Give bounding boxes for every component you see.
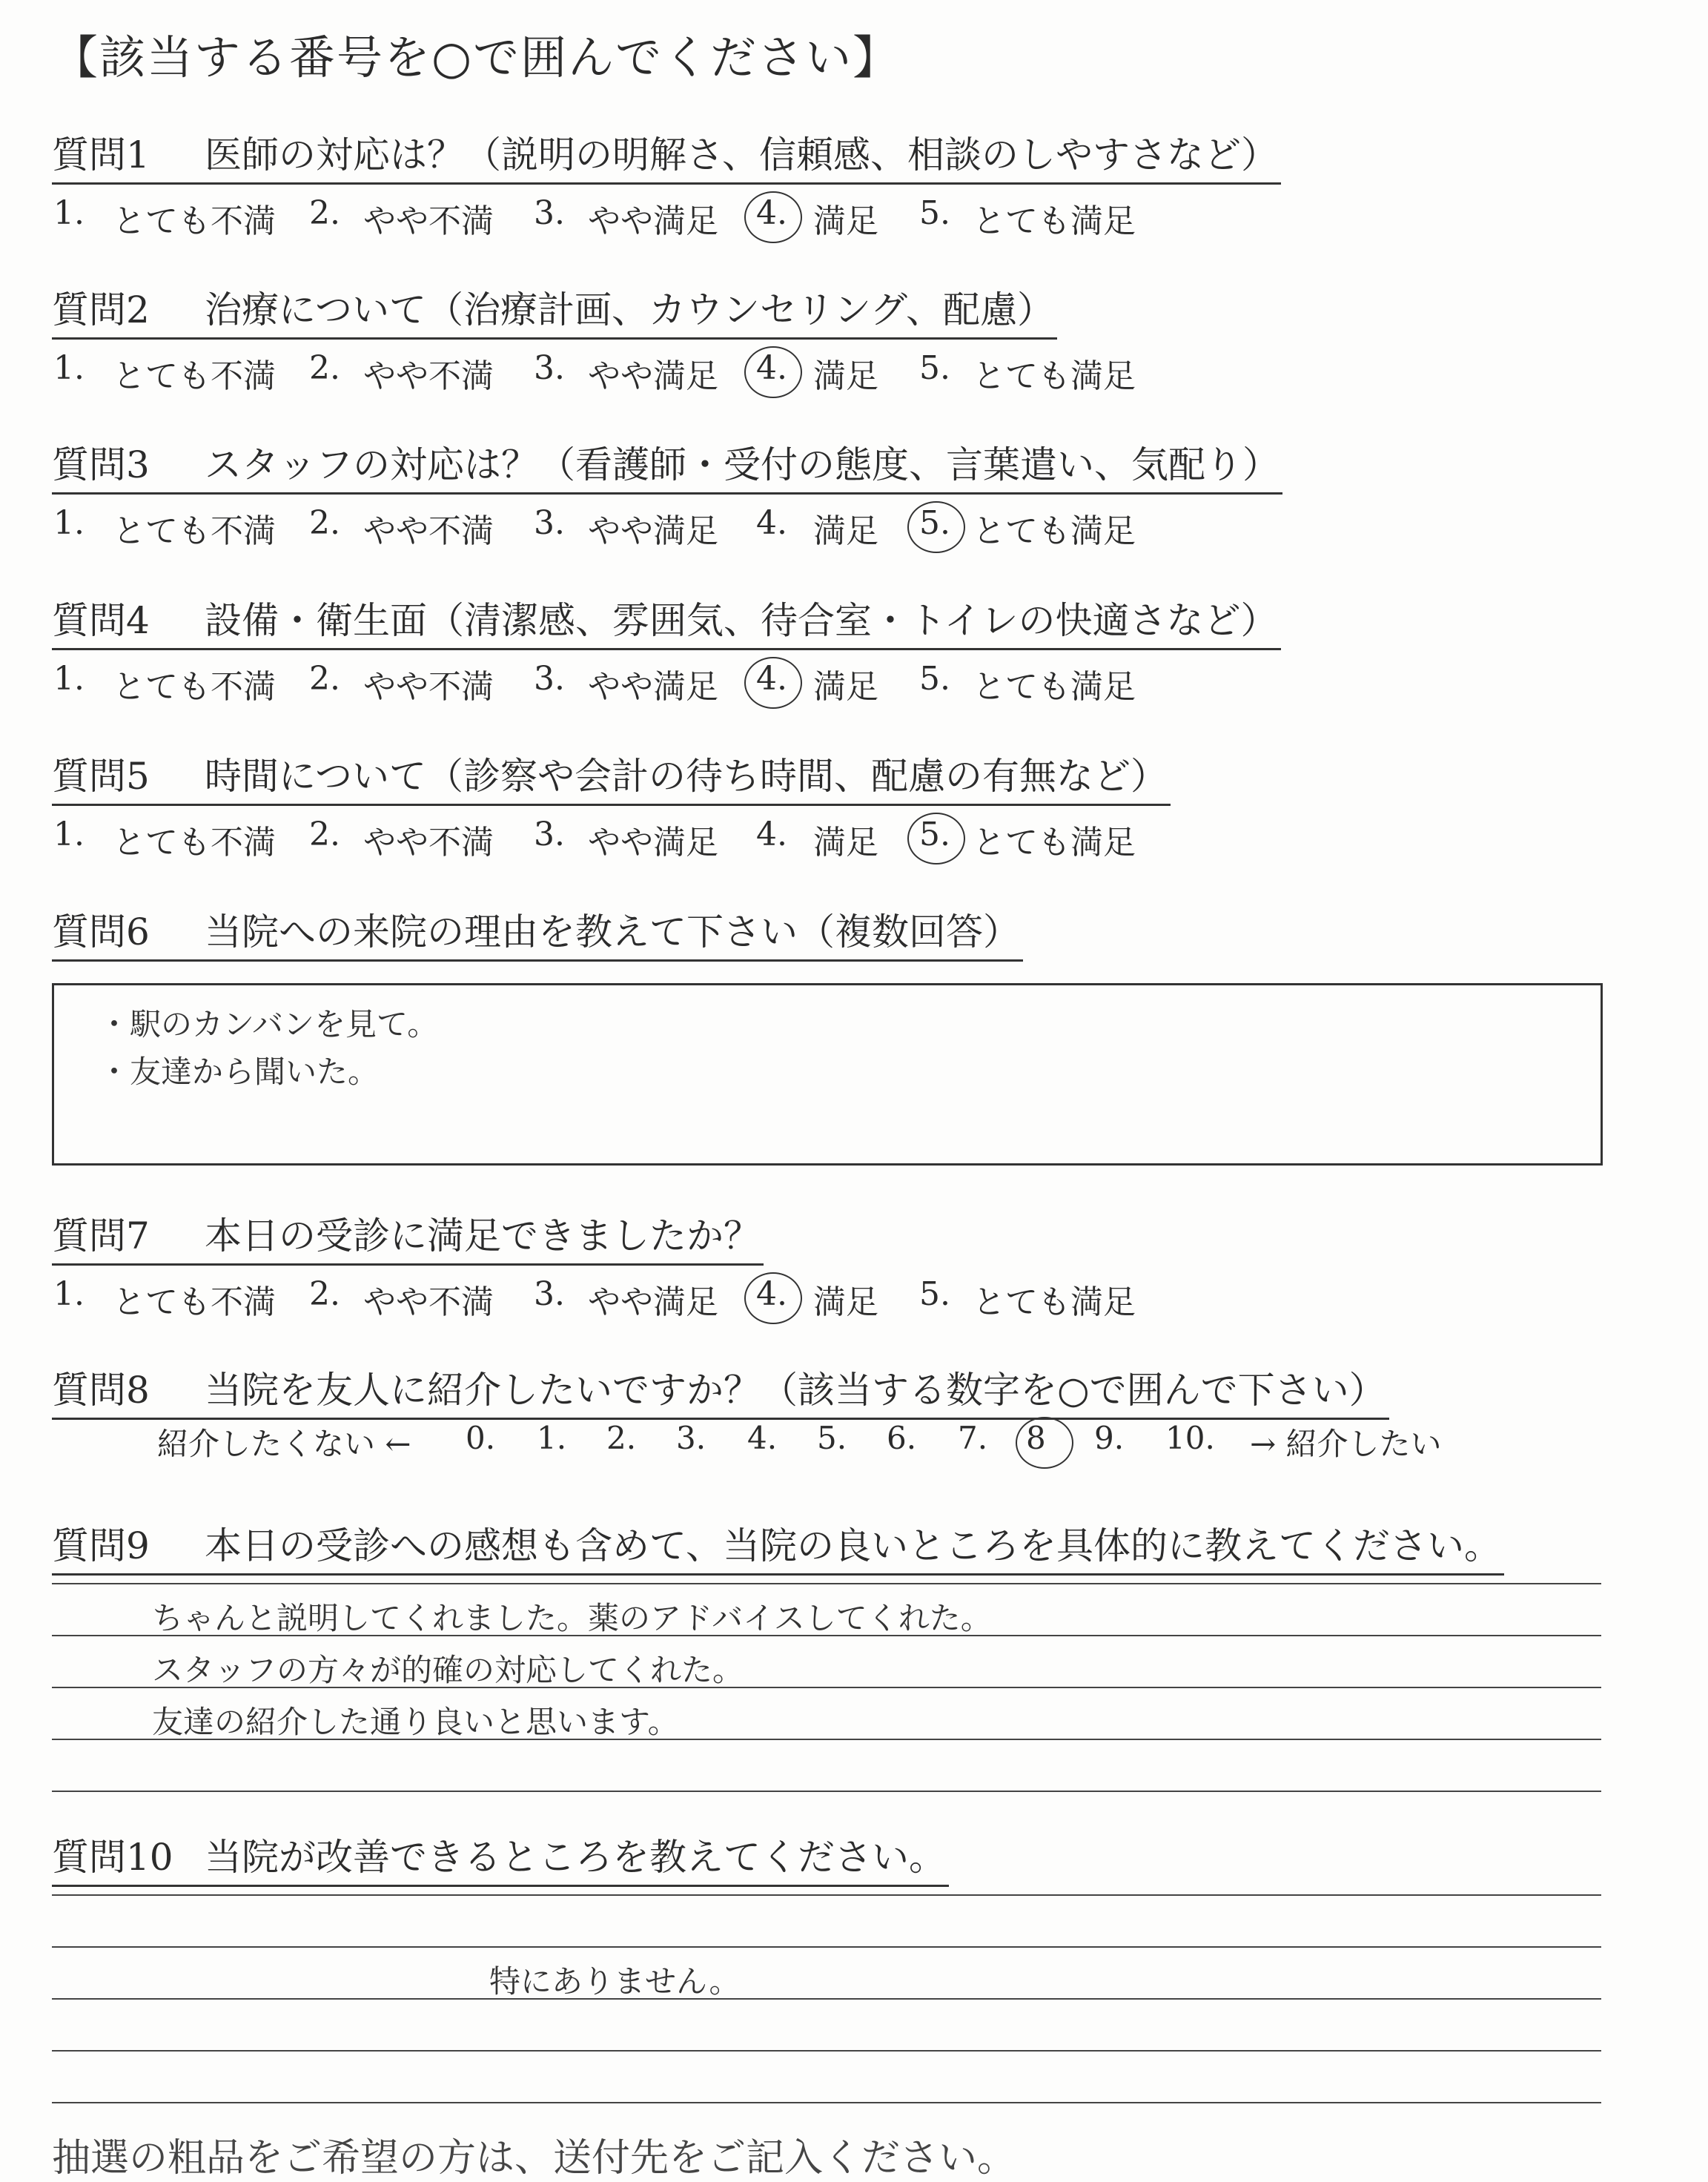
rating-label: 満足 [813,1283,878,1321]
rating-number[interactable]: 4. [756,194,787,232]
question-2 [52,282,1136,395]
question-title [52,593,1281,650]
rating-number[interactable]: 1. [53,1275,85,1313]
rating-label: とても満足 [973,512,1136,550]
rating-number[interactable]: 4. [756,816,787,853]
rating-number[interactable]: 5. [919,816,950,853]
rating-number[interactable]: 5. [919,1275,950,1313]
rating-label: やや不満 [363,357,494,395]
rating-label: とても不満 [113,202,276,240]
q10-line [52,2050,1601,2052]
rating-label: 満足 [813,357,878,395]
rating-label: やや満足 [588,1283,718,1321]
q8-value-0: 0. [466,1420,496,1456]
q8-value-5: 5. [817,1420,847,1456]
question-text: 当院が改善できるところを教えてください。 [205,1836,946,1879]
rating-number[interactable]: 1. [53,660,85,698]
question-text: 本日の受診への感想も含めて、当院の良いところを具体的に教えてください。 [205,1524,1501,1567]
rating-label: とても不満 [113,357,276,395]
q8-right-label: → 紹介したい [1250,1426,1442,1462]
q10-answer: 特にありません。 [489,1963,741,2000]
question-title [52,1830,949,1887]
question-title [52,1518,1504,1576]
q10-line [52,1894,1601,1896]
rating-number[interactable]: 2. [309,1275,340,1313]
rating-label: やや不満 [363,668,494,706]
question-text: 設備・衛生面（清潔感、雰囲気、待合室・トイレの快適さなど） [205,599,1278,642]
question-title [52,1209,764,1266]
rating-number[interactable]: 4. [756,1275,787,1313]
question-title [52,128,1281,185]
question-5 [52,749,1171,862]
q10-line [52,2102,1601,2103]
rating-number[interactable]: 3. [534,816,565,853]
q8-value-6: 6. [887,1420,917,1456]
q10-line [52,1946,1601,1948]
rating-number[interactable]: 1. [53,816,85,853]
rating-number[interactable]: 1. [53,349,85,387]
question-title [52,905,1023,962]
rating-number[interactable]: 3. [534,660,565,698]
rating-number[interactable]: 1. [53,194,85,232]
question-number: 質問9 [52,1524,150,1567]
question-9 [52,1518,1504,1576]
question-7 [52,1209,1136,1321]
rating-label: 満足 [813,512,878,550]
rating-number[interactable]: 3. [534,349,565,387]
question-number: 質問2 [52,288,150,331]
rating-label: とても満足 [973,202,1136,240]
question-number: 質問7 [52,1214,150,1257]
question-title [52,437,1282,495]
rating-number[interactable]: 5. [919,504,950,542]
question-text: 医師の対応は？（説明の明解さ、信頼感、相談のしやすさなど） [205,133,1278,176]
rating-label: とても満足 [973,357,1136,395]
question-number: 質問1 [52,133,150,176]
question-8 [52,1363,1389,1420]
question-text: 当院を友人に紹介したいですか？（該当する数字を○で囲んで下さい） [205,1369,1386,1412]
q8-value-2: 2. [606,1420,637,1456]
rating-label: やや満足 [588,824,718,862]
rating-number[interactable]: 4. [756,504,787,542]
rating-number[interactable]: 1. [53,504,85,542]
rating-label: とても不満 [113,1283,276,1321]
question-4 [52,593,1281,706]
rating-number[interactable]: 2. [309,660,340,698]
page-header: 【該当する番号を○で囲んでください】 [52,30,901,85]
footer-note: 抽選の粗品をご希望の方は、送付先をご記入ください。 [52,2136,1016,2181]
rating-number[interactable]: 2. [309,194,340,232]
rating-number[interactable]: 4. [756,660,787,698]
rating-number[interactable]: 3. [534,504,565,542]
rating-number[interactable]: 2. [309,816,340,853]
rating-label: やや不満 [363,202,494,240]
q6-answer-2: ・友達から聞いた。 [99,1054,380,1090]
question-10 [52,1830,949,1887]
q9-answer-1: ちゃんと説明してくれました。薬のアドバイスしてくれた。 [152,1600,992,1636]
q8-value-10: 10. [1165,1420,1215,1456]
rating-label: とても不満 [113,512,276,550]
question-number: 質問6 [52,910,150,953]
rating-label: やや満足 [588,357,718,395]
q8-value-3: 3. [676,1420,706,1456]
rating-number[interactable]: 5. [919,349,950,387]
question-6 [52,905,1023,962]
q8-value-7: 7. [958,1420,988,1456]
question-title [52,1363,1389,1420]
question-text: 時間について（診察や会計の待ち時間、配慮の有無など） [205,755,1168,798]
question-number: 質問5 [52,755,150,798]
rating-number[interactable]: 3. [534,1275,565,1313]
rating-label: 満足 [813,668,878,706]
rating-number[interactable]: 4. [756,349,787,387]
rating-number[interactable]: 2. [309,504,340,542]
rating-label: やや不満 [363,1283,494,1321]
rating-number[interactable]: 2. [309,349,340,387]
q9-answer-2: スタッフの方々が的確の対応してくれた。 [152,1652,744,1688]
rating-label: やや不満 [363,824,494,862]
rating-label: やや不満 [363,512,494,550]
rating-label: とても満足 [973,824,1136,862]
q6-answer-box [52,983,1603,1166]
q8-value-4: 4. [747,1420,778,1456]
question-text: 本日の受診に満足できましたか？ [205,1214,761,1257]
rating-label: 満足 [813,824,878,862]
question-3 [52,437,1282,550]
question-text: 当院への来院の理由を教えて下さい（複数回答） [205,910,1020,953]
question-text: スタッフの対応は？（看護師・受付の態度、言葉遣い、気配り） [205,443,1280,486]
rating-label: とても不満 [113,668,276,706]
q8-value-8: 8 [1026,1420,1046,1456]
q9-line [52,1583,1601,1584]
rating-label: 満足 [813,202,878,240]
q8-value-1: 1. [537,1420,567,1456]
q9-line [52,1791,1601,1792]
q9-answer-3: 友達の紹介した通り良いと思います。 [152,1704,679,1740]
question-1 [52,128,1281,240]
q6-answer-1: ・駅のカンバンを見て。 [99,1006,439,1042]
q8-value-9: 9. [1094,1420,1125,1456]
question-number: 質問10 [52,1836,173,1879]
rating-label: とても不満 [113,824,276,862]
question-title [52,749,1171,806]
rating-label: やや満足 [588,202,718,240]
rating-label: やや満足 [588,668,718,706]
rating-number[interactable]: 3. [534,194,565,232]
rating-label: とても満足 [973,668,1136,706]
question-title [52,282,1057,340]
q8-left-label: 紹介したくない ← [157,1426,411,1462]
rating-number[interactable]: 5. [919,194,950,232]
q10-line [52,1998,1601,2000]
question-number: 質問8 [52,1369,150,1412]
rating-label: とても満足 [973,1283,1136,1321]
rating-label: やや満足 [588,512,718,550]
question-number: 質問3 [52,443,150,486]
question-text: 治療について（治療計画、カウンセリング、配慮） [205,288,1054,331]
question-number: 質問4 [52,599,150,642]
rating-number[interactable]: 5. [919,660,950,698]
